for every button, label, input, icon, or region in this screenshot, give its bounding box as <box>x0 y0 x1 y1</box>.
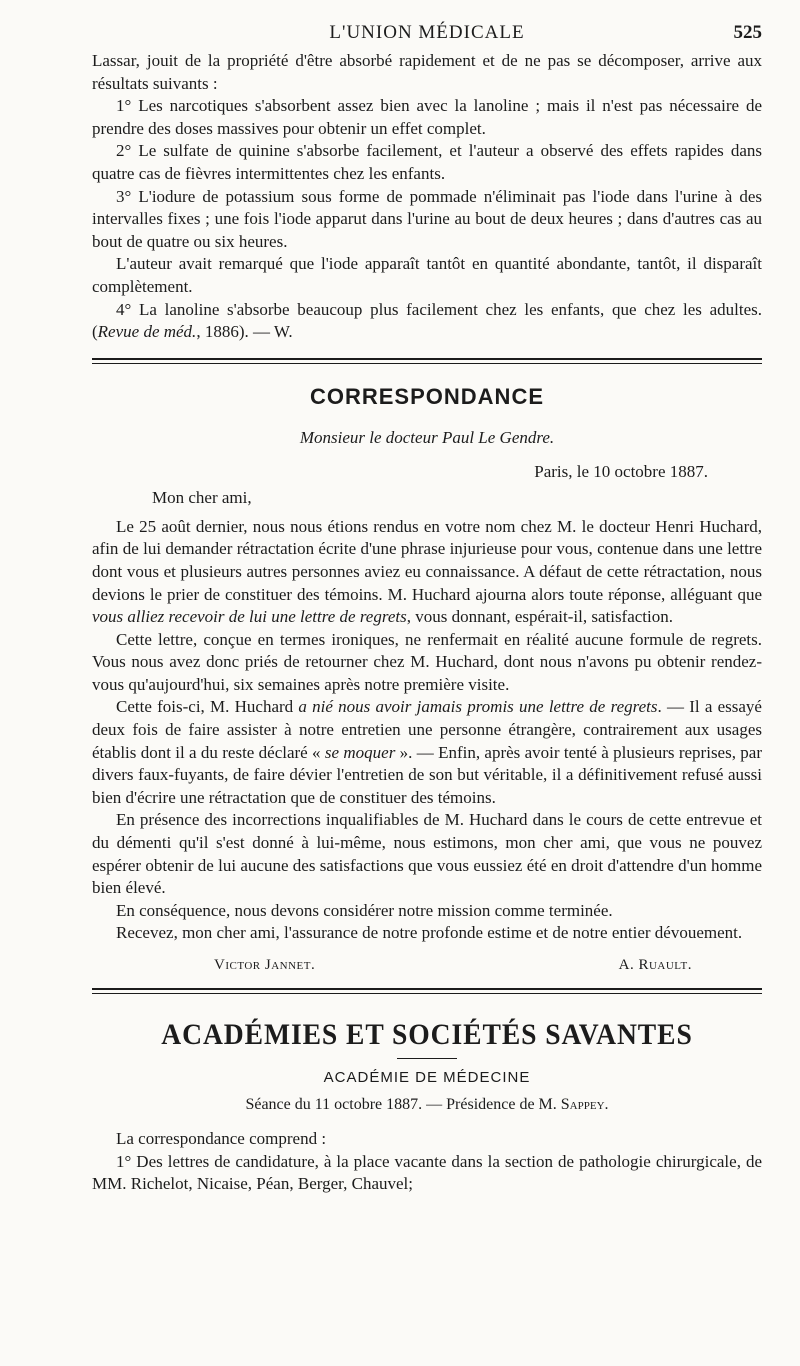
paragraph-text: 4° La lanoline s'absorbe beaucoup plus facilement chez les enfants, que chez les adultes. ( <box>92 299 762 342</box>
subheading-academie: ACADÉMIE DE MÉDECINE <box>323 1069 531 1086</box>
small-divider <box>397 1058 457 1059</box>
section-divider <box>92 988 762 994</box>
paragraph: La correspondance comprend : <box>116 1129 327 1148</box>
paragraph: Recevez, mon cher ami, l'assurance de notre profonde estime et de notre entier dévouement. <box>116 923 743 943</box>
source-citation: Revue de méd. <box>97 322 197 342</box>
running-head <box>92 18 762 50</box>
italic-quote: se moquer <box>324 742 396 762</box>
section-heading-academies: ACADÉMIES ET SOCIÉTÉS SAVANTES <box>161 1018 693 1051</box>
paragraph: 2° Le sulfate de quinine s'absorbe facilement, et l'auteur a observé des effets rapides dans quatre cas de fièvres intermittentes chez les enfants. <box>92 141 762 183</box>
letter-signatures <box>214 957 692 974</box>
signatory-left: Victor Jannet. <box>214 957 316 973</box>
section-divider <box>92 358 762 364</box>
paragraph <box>92 299 762 344</box>
paragraph-text: Le 25 août dernier, nous nous étions rendus en votre nom chez M. le docteur Henri Huchard, afin de lui demander rétractation écrite d'une phrase injurieuse pour vous, contenue dans une lettre dont vous et plusieurs autres personnes aviez eu connaissance. A défaut de cette rétractation, nous devions le prier de constituer des témoins. M. Huchard ajourna alors toute réponse, alléguant que <box>92 516 762 604</box>
session-text: Séance du 11 octobre 1887. — Présidence de M. <box>245 1096 561 1113</box>
italic-quote: vous alliez recevoir de lui une lettre de regrets <box>92 607 407 627</box>
paragraph: L'auteur avait remarqué que l'iode apparaît tantôt en quantité abondante, tantôt, il disparaît complètement. <box>92 254 762 296</box>
session-president: Sappey. <box>560 1096 609 1113</box>
journal-title: L'UNION MÉDICALE <box>329 22 525 43</box>
article-continuation <box>92 50 762 344</box>
page-number: 525 <box>733 22 762 43</box>
paragraph: Lassar, jouit de la propriété d'être absorbé rapidement et de ne pas se décomposer, arrive aux résultats suivants : <box>92 51 762 93</box>
letter-salutation: Mon cher ami, <box>152 487 252 507</box>
paragraph-text: . — Il a essayé deux fois de faire assister à notre entretien une personne étrangère, contrairement aux usages établis dont il a du reste déclaré « <box>92 697 762 762</box>
paragraph-text: ». — Enfin, après avoir tenté à plusieurs reprises, par divers faux-fuyants, de faire dévier l'entretien de son but véritable, il a définitivement refusé aussi bien d'écrire une rétractation que de constituer des témoins. <box>92 742 763 807</box>
paragraph: Cette lettre, conçue en termes ironiques, ne renfermait en réalité aucune formule de regrets. Vous nous avez donc priés de retourner chez M. Huchard, dont nous n'avons pu obtenir rendez-vous qu'aujourd'hui, six semaines après notre première visite. <box>92 629 762 694</box>
paragraph: En présence des incorrections inqualifiables de M. Huchard dans le cours de cette entrevue et du démenti qu'il s'est donné à lui-même, nous estimons, mon cher ami, que vous ne pouvez espérer obtenir de lui aucune des satisfactions que vous eussiez été en droit d'attendre d'un homme bien élevé. <box>92 810 762 898</box>
letter-addressee: Monsieur le docteur Paul Le Gendre. <box>299 427 555 447</box>
paragraph: 3° L'iodure de potassium sous forme de pommade n'éliminait pas l'iode dans l'urine à des intervalles fixes ; une fois l'iode apparut dans l'urine au bout de deux heures ; dans d'autres cas au bout de quatre ou six heures. <box>92 186 762 251</box>
academie-body <box>92 1128 762 1196</box>
paragraph: En conséquence, nous devons considérer notre mission comme terminée. <box>116 900 613 920</box>
paragraph-text: , 1886). — W. <box>196 322 293 342</box>
italic-quote: a nié nous avoir jamais promis une lettre de regrets <box>298 697 658 717</box>
paragraph: 1° Les narcotiques s'absorbent assez bien avec la lanoline ; mais il n'est pas nécessaire de prendre des doses massives pour obtenir un effet complet. <box>92 96 762 138</box>
signatory-right: A. Ruault. <box>618 957 692 973</box>
paragraph-text: , vous donnant, espérait-il, satisfaction. <box>406 607 674 627</box>
letter-dateline: Paris, le 10 octobre 1887. <box>534 461 708 481</box>
session-line <box>92 1096 762 1114</box>
letter-body <box>92 516 762 945</box>
paragraph: 1° Des lettres de candidature, à la place vacante dans la section de pathologie chirurgicale, de MM. Richelot, Nicaise, Péan, Berger, Chauvel; <box>92 1151 762 1194</box>
section-heading-correspondance: CORRESPONDANCE <box>309 383 545 409</box>
paragraph <box>92 696 762 809</box>
paragraph <box>92 516 762 629</box>
paragraph-text: Cette fois-ci, M. Huchard <box>116 697 299 717</box>
